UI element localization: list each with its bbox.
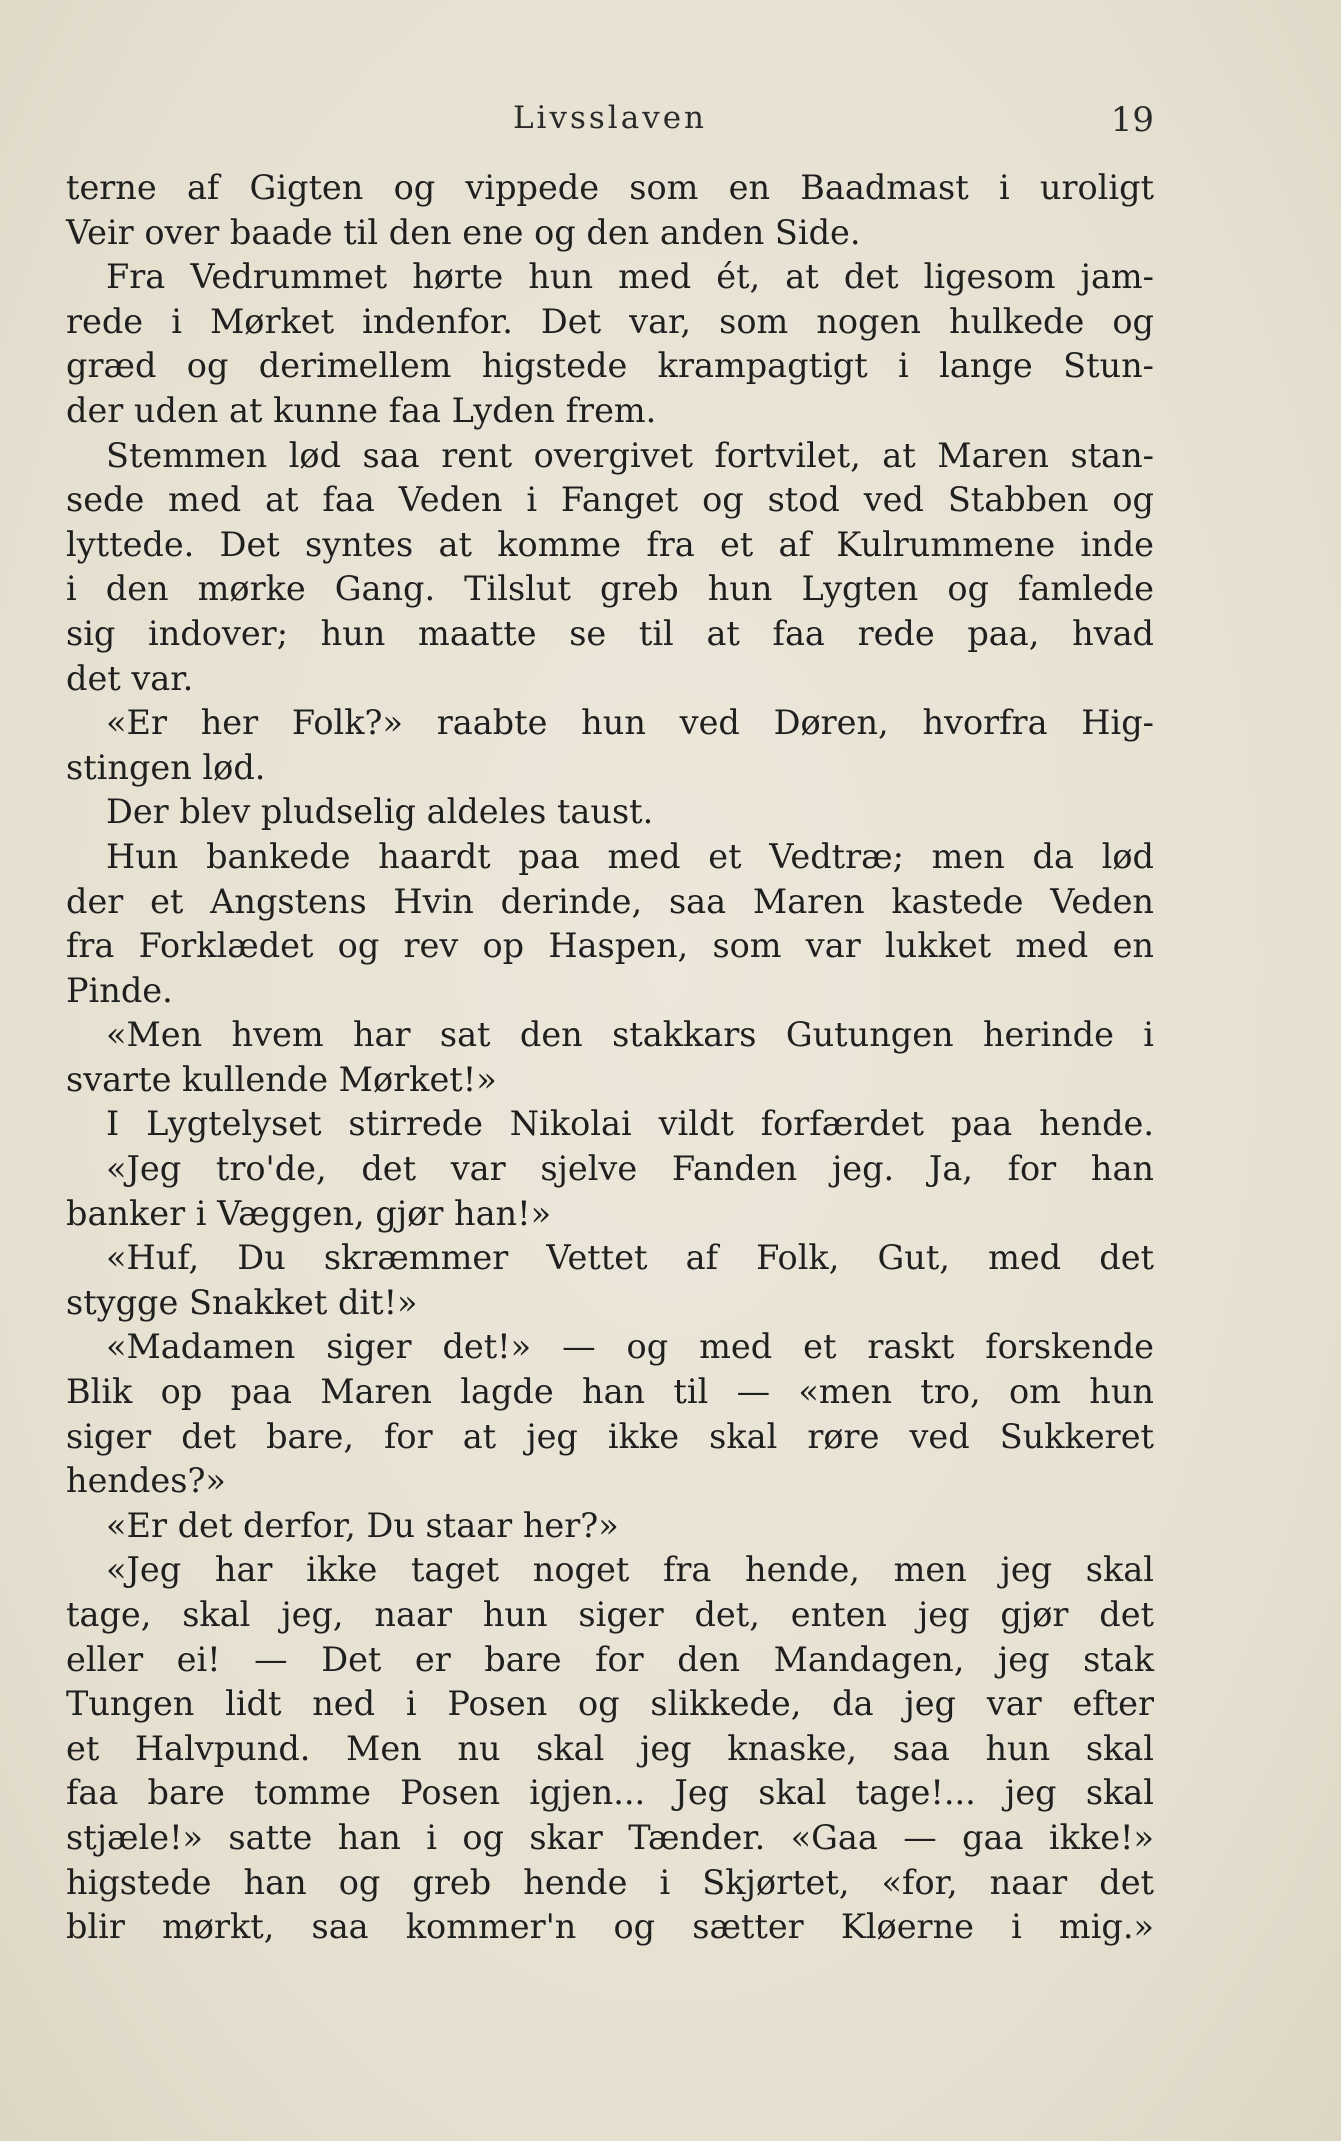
text-line: Der blev pludselig aldeles taust. <box>106 792 654 832</box>
text-line: banker i Væggen, gjør han!» <box>66 1193 552 1233</box>
text-line: «Madamen siger det!» — og med et raskt forskende <box>106 1327 1154 1367</box>
text-line: lyttede. Det syntes at komme fra et af Kulrummene inde <box>66 524 1154 564</box>
text-line: eller ei! — Det er bare for den Mandagen, jeg stak <box>66 1639 1154 1679</box>
text-line: fra Forklædet og rev op Haspen, som var lukket med en <box>66 926 1154 966</box>
text-line: Tungen lidt ned i Posen og slikkede, da jeg var efter <box>66 1684 1154 1724</box>
text-line: svarte kullende Mørket!» <box>66 1059 497 1099</box>
page-header <box>66 100 1154 150</box>
text-line: terne af Gigten og vippede som en Baadmast i uroligt <box>66 168 1154 207</box>
text-line: sede med at faa Veden i Fanget og stod ved Stabben og <box>66 480 1154 520</box>
text-line: higstede han og greb hende i Skjørtet, «for, naar det <box>66 1862 1154 1902</box>
body-text <box>66 166 1154 1950</box>
text-line: Stemmen lød saa rent overgivet fortvilet, at Maren stan- <box>106 435 1154 475</box>
text-line: rede i Mørket indenfor. Det var, som nogen hulkede og <box>66 301 1154 341</box>
text-line: siger det bare, for at jeg ikke skal røre ved Sukkeret <box>66 1416 1154 1456</box>
text-line: hendes?» <box>66 1461 226 1501</box>
text-line: faa bare tomme Posen igjen... Jeg skal tage!... jeg skal <box>66 1773 1154 1813</box>
text-line: der et Angstens Hvin derinde, saa Maren kastede Veden <box>66 881 1154 921</box>
text-line: «Er her Folk?» raabte hun ved Døren, hvorfra Hig- <box>106 703 1154 743</box>
text-line: «Jeg har ikke taget noget fra hende, men jeg skal <box>106 1550 1154 1590</box>
text-line: stjæle!» satte han i og skar Tænder. «Gaa — gaa ikke!» <box>66 1817 1154 1857</box>
text-line: I Lygtelyset stirrede Nikolai vildt forfærdet paa hende. <box>106 1104 1154 1144</box>
text-line: «Jeg tro'de, det var sjelve Fanden jeg. Ja, for han <box>106 1149 1154 1189</box>
running-title: Livsslaven <box>512 100 708 136</box>
text-line: Blik op paa Maren lagde han til — «men tro, om hun <box>66 1372 1154 1412</box>
text-line: stingen lød. <box>66 747 266 787</box>
text-line: Hun bankede haardt paa med et Vedtræ; men da lød <box>106 836 1154 876</box>
text-line: Pinde. <box>66 970 173 1010</box>
page-number: 19 <box>1110 100 1154 140</box>
text-line: det var. <box>66 658 194 698</box>
text-line: «Er det derfor, Du staar her?» <box>106 1505 619 1545</box>
text-line: græd og derimellem higstede krampagtigt i lange Stun- <box>66 346 1154 386</box>
text-line: Fra Vedrummet hørte hun med ét, at det ligesom jam- <box>106 257 1154 297</box>
text-line: i den mørke Gang. Tilslut greb hun Lygten og famlede <box>66 569 1154 609</box>
text-line: stygge Snakket dit!» <box>66 1282 418 1322</box>
text-line: der uden at kunne faa Lyden frem. <box>66 390 657 430</box>
text-line: et Halvpund. Men nu skal jeg knaske, saa hun skal <box>66 1728 1154 1768</box>
text-line: blir mørkt, saa kommer'n og sætter Kløerne i mig.» <box>66 1907 1154 1947</box>
text-line: sig indover; hun maatte se til at faa rede paa, hvad <box>66 613 1154 653</box>
text-line: «Men hvem har sat den stakkars Gutungen herinde i <box>106 1015 1154 1055</box>
text-line: «Huf, Du skræmmer Vettet af Folk, Gut, med det <box>106 1238 1154 1278</box>
text-line: Veir over baade til den ene og den anden Side. <box>66 212 861 252</box>
text-line: tage, skal jeg, naar hun siger det, enten jeg gjør det <box>66 1595 1154 1634</box>
